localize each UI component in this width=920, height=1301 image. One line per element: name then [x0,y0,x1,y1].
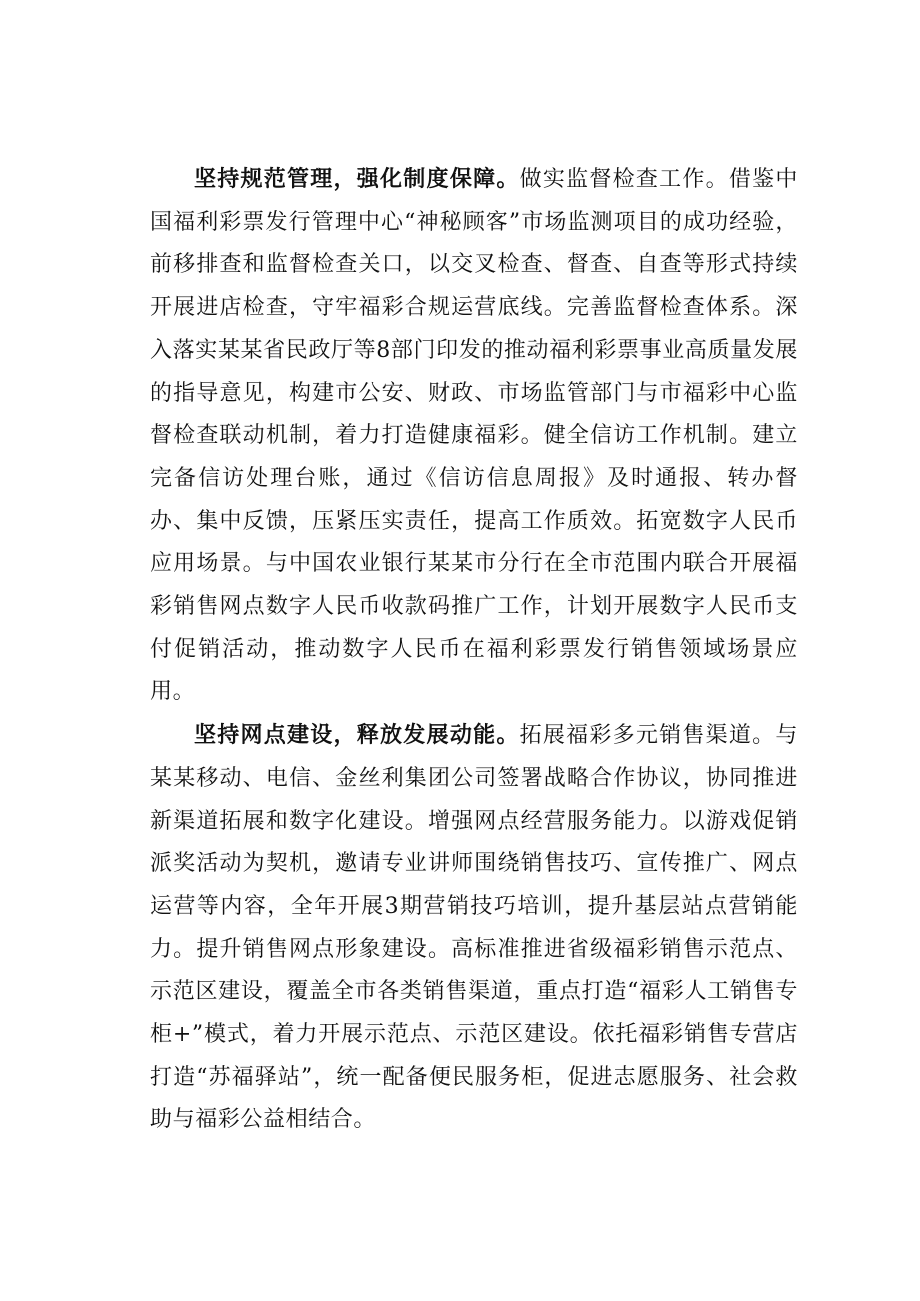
paragraph-outlet-construction [150,714,798,1142]
paragraph-heading: 坚持规范管理，强化制度保障。 [194,166,520,192]
paragraph-heading: 坚持网点建设，释放发展动能。 [194,722,520,749]
paragraph-regulation-management [150,158,798,714]
paragraph-text: 做实监督检查工作。借鉴中国福利彩票发行管理中心“神秘顾客”市场监测项目的成功经验，前移排查和监督检查关口，以交叉检查、督查、自查等形式持续开展进店检查，守牢福彩合规运营底线。完善监督检查体系。深入落实某某省民政厅等8部门印发的推动福利彩票事业高质量发展的指导意见，构建市公安、财政、市场监管部门与市福彩中心监督检查联动机制，着力打造健康福彩。健全信访工作机制。建立完备信访处理台账，通过《信访信息周报》及时通报、转办督办、集中反馈，压紧压实责任，提高工作质效。拓宽数字人民币应用场景。与中国农业银行某某市分行在全市范围内联合开展福彩销售网点数字人民币收款码推广工作，计划开展数字人民币支付促销活动，推动数字人民币在福利彩票发行销售领域场景应用。 [150,167,799,705]
paragraph-text: 拓展福彩多元销售渠道。与某某移动、电信、金丝利集团公司签署战略合作协议，协同推进新渠道拓展和数字化建设。增强网点经营服务能力。以游戏促销派奖活动为契机，邀请专业讲师围绕销售技巧、宣传推广、网点运营等内容，全年开展3期营销技巧培训，提升基层站点营销能力。提升销售网点形象建设。高标准推进省级福彩销售示范点、示范区建设，覆盖全市各类销售渠道，重点打造“福彩人工销售专柜+”模式，着力开展示范点、示范区建设。依托福彩销售专营店打造“苏福驿站”，统一配备便民服务柜，促进志愿服务、社会救助与福彩公益相结合。 [150,723,799,1133]
document-body [150,158,798,1142]
